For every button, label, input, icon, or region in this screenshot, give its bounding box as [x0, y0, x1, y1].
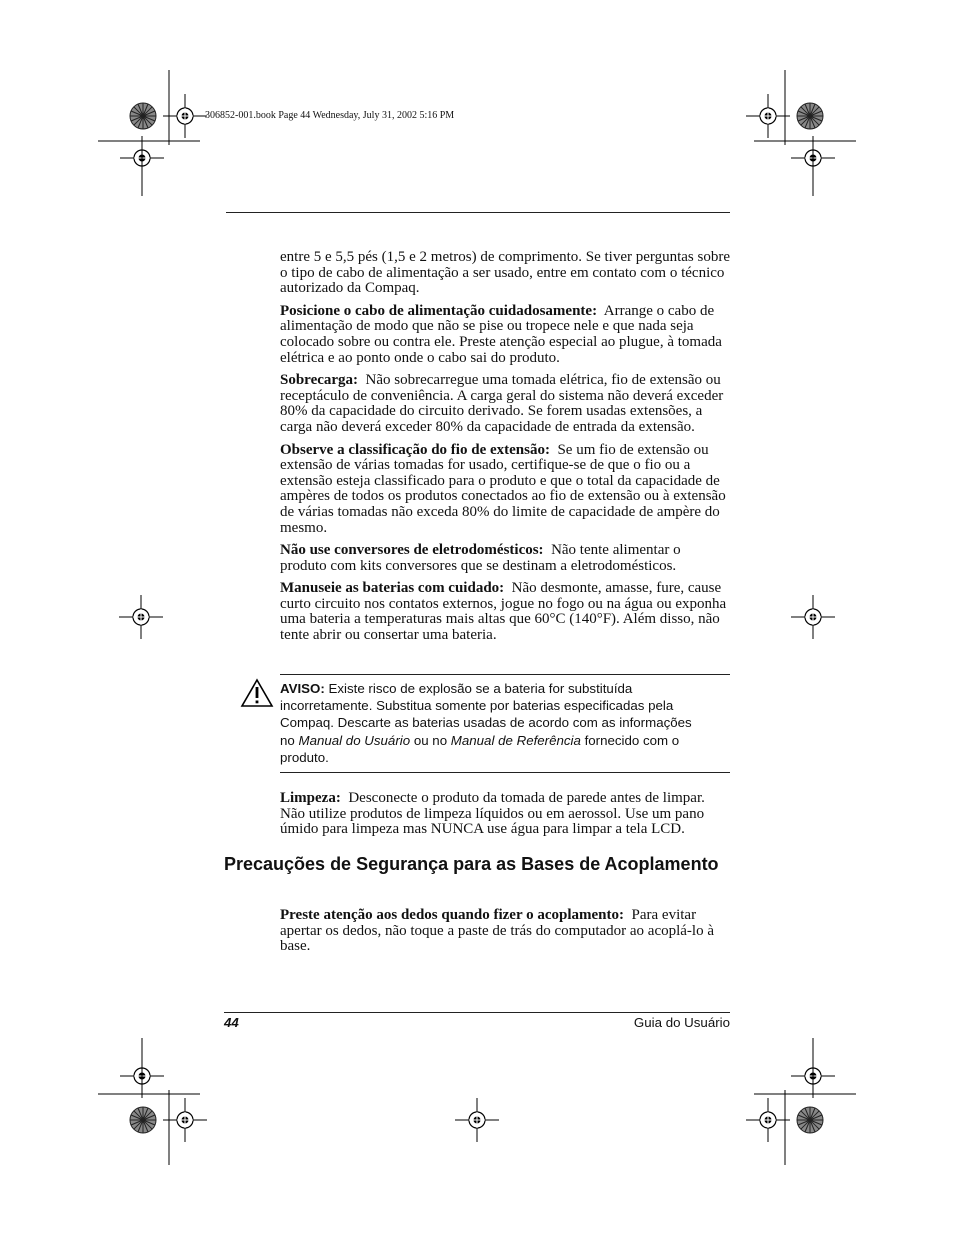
- paragraph: [280, 908, 730, 955]
- warning-triangle-icon: [240, 678, 274, 708]
- paragraph-text: Não desmonte, amasse, fure, cause curto circuito nos contatos externos, jogue no fogo ou na água ou exponha uma bateria a temperaturas mais altas que 60°C (140°F). Além disso, não tente abrir ou consertar uma bateria.: [280, 580, 727, 644]
- warning-top-rule: [280, 674, 730, 675]
- footer-title: Guia do Usuário: [633, 1015, 730, 1030]
- docking-section: [280, 908, 730, 962]
- paragraph: [280, 581, 730, 643]
- paragraph-text: Desconecte o produto da tomada de parede antes de limpar. Não utilize produtos de limpeza líquidos ou em aerossol. Use um pano úmido para limpeza mas NUNCA use água para limpar a tela LCD.: [280, 790, 705, 838]
- body-text: [280, 250, 730, 651]
- paragraph: [280, 304, 730, 366]
- paragraph: [280, 443, 730, 537]
- warning-text: [280, 680, 700, 766]
- paragraph: [280, 543, 730, 574]
- paragraph-lead: Observe a classificação do fio de extensão:: [280, 441, 550, 458]
- paragraph-lead: Preste atenção aos dedos quando fizer o acoplamento:: [280, 907, 625, 923]
- paragraph-lead: Não use conversores de eletrodomésticos:: [280, 542, 544, 559]
- warning-reference: Manual do Usuário: [298, 732, 411, 748]
- header-rule: [226, 212, 730, 213]
- paragraph-text: Não sobrecarregue uma tomada elétrica, fio de extensão ou receptáculo de conveniência. A carga geral do sistema não deverá exceder 80% da capacidade do circuito derivado. Se forem usadas extensões, a carga não deverá exceder 80% da capacidade de entrada da extensão.: [280, 372, 724, 435]
- footer-rule: [224, 1012, 730, 1013]
- page-number: 44: [224, 1015, 239, 1030]
- warning-text-part: ou no: [413, 732, 448, 748]
- paragraph-text: entre 5 e 5,5 pés (1,5 e 2 metros) de comprimento. Se tiver perguntas sobre o tipo de cabo de alimentação a ser usado, entre em contato com o técnico autorizado da Compaq.: [280, 249, 731, 297]
- paragraph-text: Se um fio de extensão ou extensão de várias tomadas for usado, certifique-se de que o fio ou a extensão esteja classificado para o produto e que o total da capacidade de ampères de todos os produtos conectados ao fio de extensão ou à extensão de várias tomadas não exceda 80% do limite de capacidade de ampère do mesmo.: [280, 441, 726, 536]
- warning-text-part: Existe risco de explosão se a bateria for substituída incorretamente. Substitua somente por baterias especificadas pela Compaq. Descarte as baterias usadas de acordo com as informações no: [280, 681, 692, 748]
- warning-label: AVISO:: [280, 681, 325, 696]
- paragraph-lead: Limpeza:: [280, 790, 341, 806]
- paragraph-text: Para evitar apertar os dedos, não toque a paste de trás do computador ao acoplá-lo à base.: [280, 907, 715, 955]
- section-heading: Precauções de Segurança para as Bases de Acoplamento: [224, 854, 719, 874]
- paragraph-lead: Sobrecarga:: [280, 372, 359, 389]
- paragraph: [280, 373, 730, 435]
- paragraph: [280, 250, 730, 297]
- warning-text-part: fornecido com o produto.: [280, 732, 680, 765]
- warning-reference: Manual de Referência: [450, 732, 581, 748]
- warning-box: [240, 674, 730, 774]
- paragraph-text: Não tente alimentar o produto com kits conversores que se destinam a eletrodomésticos.: [280, 542, 681, 574]
- paragraph-lead: Posicione o cabo de alimentação cuidadosamente:: [280, 302, 598, 319]
- print-slug: 306852-001.book Page 44 Wednesday, July 31, 2002 5:16 PM: [205, 110, 455, 121]
- paragraph: [280, 791, 730, 838]
- paragraph-lead: Manuseie as baterias com cuidado:: [280, 580, 505, 597]
- paragraph-text: Arrange o cabo de alimentação de modo que não se pise ou tropece nele e que nada seja colocado sobre ou contra ele. Preste atenção especial ao plugue, à tomada elétrica e ao ponto onde o cabo sai do produto.: [280, 302, 722, 366]
- warning-bottom-rule: [280, 772, 730, 773]
- cleaning-section: [280, 791, 730, 845]
